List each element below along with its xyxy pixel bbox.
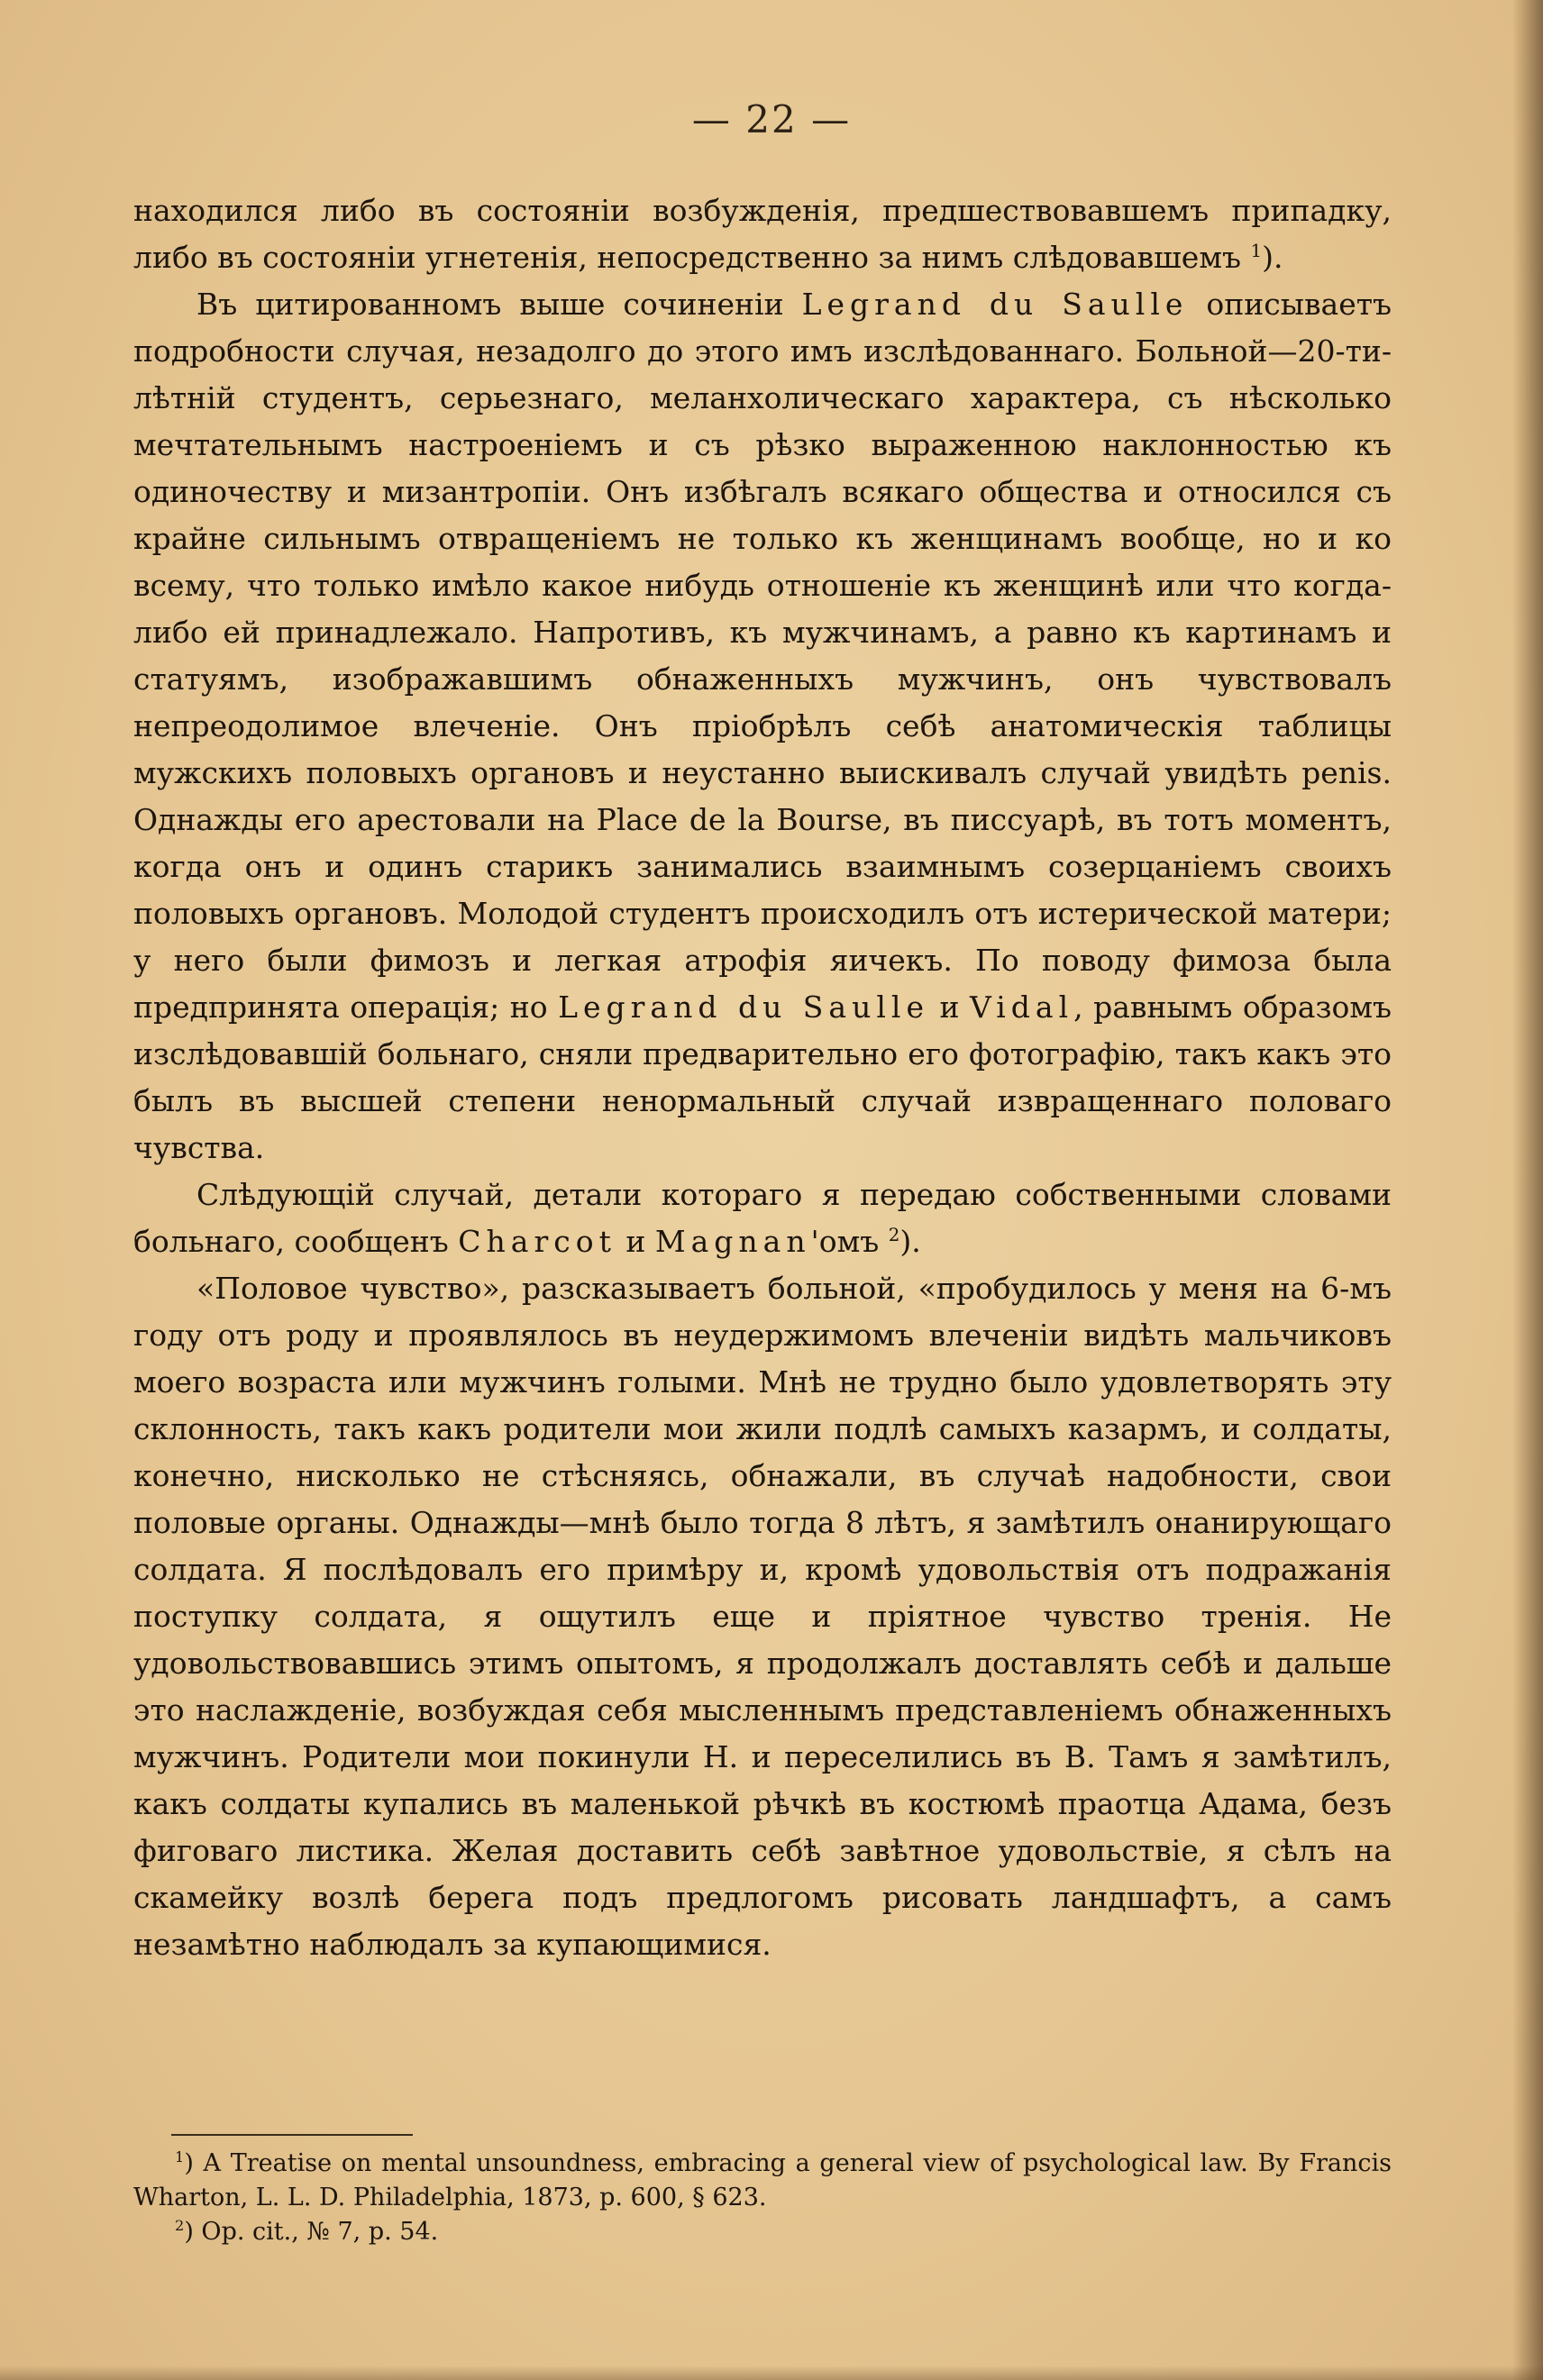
paragraph-2-text-a: Въ цитированномъ выше сочиненіи [196, 287, 784, 322]
body-text [133, 187, 1392, 1968]
footnote-2-text: ) Op. cit., № 7, p. 54. [184, 2218, 439, 2246]
footnote-1 [133, 2147, 1392, 2215]
page-edge-shadow-right [1512, 0, 1543, 2380]
paragraph-3-and: и [625, 1224, 646, 1259]
author-vidal: Vidal [969, 989, 1074, 1025]
paragraph-2-and: и [939, 989, 960, 1025]
paragraph-2 [133, 281, 1392, 1172]
author-charcot: Charcot [458, 1224, 616, 1259]
footnote-2-marker: 2 [175, 2217, 185, 2234]
paragraph-2-text-c: , равнымъ образомъ изслѣдовавшій больнаго, сняли предварительно его фотографію, такъ какъ это былъ въ высшей степени ненормальный случай извращеннаго половаго чувства. [133, 989, 1392, 1165]
paragraph-1 [133, 187, 1392, 281]
page-number: — 22 — [691, 97, 852, 141]
author-legrand-du-saulle: Legrand du Saulle [801, 287, 1189, 322]
paragraph-1-text: находился либо въ состояніи возбужденія, предшествовавшемъ припадку, либо въ состояніи угнетенія, непосредственно за нимъ слѣдовавшемъ [133, 193, 1392, 275]
paragraph-4: «Половое чувство», разсказываетъ больной, «пробудилось у меня на 6-мъ году отъ роду и проявлялось въ неудержимомъ влеченіи видѣть мальчиковъ моего возраста или мужчинъ голыми. Мнѣ не трудно было удовлетворять эту склонность, такъ какъ родители мои жили подлѣ самыхъ казармъ, и солдаты, конечно, нисколько не стѣсняясь, обнажали, въ случаѣ надобности, свои половые органы. Однажды—мнѣ было тогда 8 лѣтъ, я замѣтилъ онанирующаго солдата. Я послѣдовалъ его примѣру и, кромѣ удовольствія отъ подражанія поступку солдата, я ощутилъ еще и пріятное чувство тренія. Не удовольствовавшись этимъ опытомъ, я продолжалъ доставлять себѣ и дальше это наслажденіе, возбуждая себя мысленнымъ представленіемъ обнаженныхъ мужчинъ. Родители мои покинули Н. и переселились въ В. Тамъ я замѣтилъ, какъ солдаты купались въ маленькой рѣчкѣ въ костюмѣ праотца Адама, безъ фиговаго листика. Желая доставить себѣ завѣтное удовольствіе, я сѣлъ на скамейку возлѣ берега подъ предлогомъ рисовать ландшафтъ, а самъ незамѣтно наблюдалъ за купающимися. [133, 1271, 1392, 1962]
paragraph-3-text-a: Слѣдующій случай, детали котораго я передаю собственными словами больнаго, сообщенъ [133, 1177, 1392, 1259]
paragraph-3-end: ). [899, 1224, 921, 1259]
footnote-2 [133, 2215, 1392, 2249]
footnote-divider [171, 2134, 413, 2136]
footnote-1-marker: 1 [175, 2148, 185, 2166]
paragraph-1-end: ). [1262, 240, 1283, 275]
paragraph-3 [133, 1172, 1392, 1265]
footnotes [133, 2147, 1392, 2249]
footnote-1-text: ) A Treatise on mental unsoundness, embracing a general view of psychological law. By Francis Wharton, L. L. D. Philadelphia, 1873, p. 600, § 623. [133, 2149, 1392, 2211]
paragraph-3-text-b: 'омъ [810, 1224, 880, 1259]
page-edge-shadow-bottom [0, 2366, 1543, 2380]
author-legrand-du-saulle-2: Legrand du Saulle [558, 989, 929, 1025]
author-magnan: Magnan [654, 1224, 811, 1259]
paragraph-2-text-b: описываетъ подробности случая, незадолго до этого имъ изслѣдованнаго. Больной—20-ти-лѣтній студентъ, серьезнаго, меланхолическаго характера, съ нѣсколько мечтательнымъ настроеніемъ и съ рѣзко выраженною наклонностью къ одиночеству и мизантропіи. Онъ избѣгалъ всякаго общества и относился съ крайне сильнымъ отвращеніемъ не только къ женщинамъ вообще, но и ко всему, что только имѣло какое нибудь отношеніе къ женщинѣ или что когда-либо ей принадлежало. Напротивъ, къ мужчинамъ, а равно къ картинамъ и статуямъ, изображавшимъ обнаженныхъ мужчинъ, онъ чувствовалъ непреодолимое влеченіе. Онъ пріобрѣлъ себѣ анатомическія таблицы мужскихъ половыхъ органовъ и неустанно выискивалъ случай увидѣть penis. Однажды его арестовали на Place de la Bourse, въ писсуарѣ, въ тотъ моментъ, когда онъ и одинъ старикъ занимались взаимнымъ созерцаніемъ своихъ половыхъ органовъ. Молодой студентъ происходилъ отъ истерической матери; у него были фимозъ и легкая атрофія яичекъ. По поводу фимоза была предпринята операція; но [133, 287, 1392, 1025]
footnote-ref-2: 2 [888, 1225, 900, 1245]
footnote-ref-1: 1 [1250, 241, 1263, 261]
